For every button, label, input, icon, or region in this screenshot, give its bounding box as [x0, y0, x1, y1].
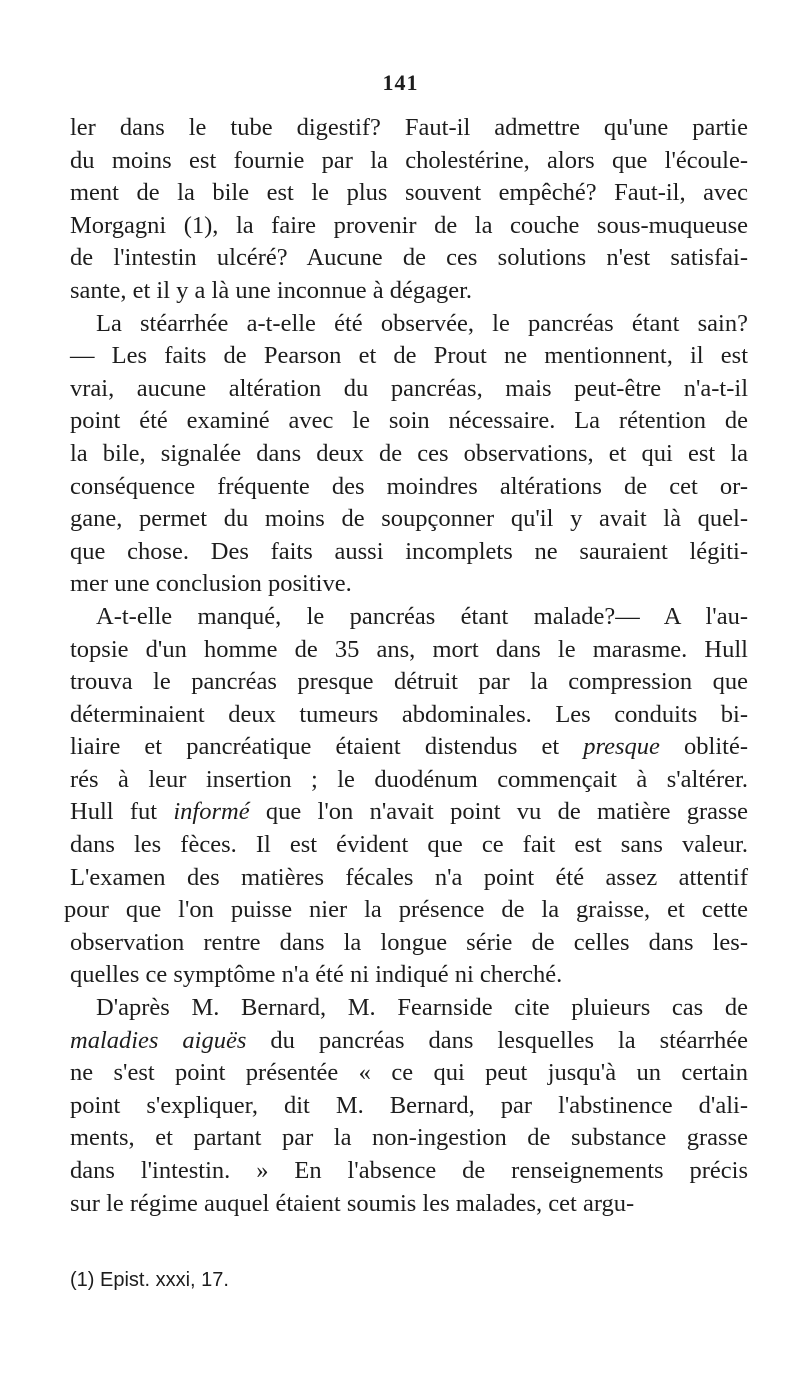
text-segment: Hull fut — [70, 798, 174, 826]
text-segment: sur le régime auquel étaient soumis les malades, cet argu- — [70, 1189, 635, 1217]
text-segment: du pancréas dans lesquelles la stéarrhée — [246, 1026, 748, 1054]
text-line — [70, 536, 748, 569]
text-segment: dans l'intestin. » En l'absence de renseignements précis — [70, 1157, 748, 1184]
text-line — [70, 959, 748, 992]
text-line — [70, 373, 748, 406]
text-line — [70, 1188, 748, 1221]
text-segment: ne s'est point présentée « ce qui peut jusqu'à un certain — [70, 1059, 748, 1087]
text-line — [70, 405, 748, 438]
text-line — [70, 568, 748, 601]
text-line — [70, 1122, 748, 1155]
text-segment: ler dans le tube digestif? Faut-il admettre qu'une partie — [70, 114, 748, 141]
text-line — [70, 666, 748, 699]
text-line — [70, 634, 748, 667]
text-segment: gane, permet du moins de soupçonner qu'il y avait là quel- — [70, 505, 748, 533]
text-line — [70, 796, 748, 829]
text-segment: — Les faits de Pearson et de Prout ne mentionnent, il est — [70, 342, 748, 370]
text-segment: oblité- — [659, 733, 748, 761]
text-segment: L'examen des matières fécales n'a point été assez attentif — [70, 863, 748, 891]
text-line — [70, 1025, 748, 1058]
text-segment: de l'intestin ulcéré? Aucune de ces solutions n'est satisfai- — [70, 244, 748, 272]
text-segment: la bile, signalée dans deux de ces observations, et qui est la — [70, 439, 748, 467]
text-line — [70, 1057, 748, 1090]
italic-text: informé — [173, 798, 250, 826]
text-line — [70, 308, 748, 341]
text-line — [70, 731, 748, 764]
text-segment: observation rentre dans la longue série de celles dans les- — [70, 928, 748, 956]
text-segment: mer une conclusion positive. — [70, 570, 352, 598]
italic-text: presque — [583, 733, 660, 761]
text-segment: rés à leur insertion ; le duodénum commençait à s'altérer. — [70, 765, 748, 793]
text-segment: vrai, aucune altération du pancréas, mais peut-être n'a-t-il — [70, 374, 748, 402]
text-segment: La stéarrhée a-t-elle été observée, le pancréas étant sain? — [96, 309, 748, 337]
text-line — [70, 275, 748, 308]
text-line — [70, 927, 748, 960]
italic-text: maladies aiguës — [70, 1026, 247, 1054]
text-segment: déterminaient deux tumeurs abdominales. Les conduits bi- — [70, 700, 748, 728]
text-line — [70, 862, 748, 895]
text-segment: que l'on n'avait point vu de matière grasse — [249, 798, 748, 826]
text-segment: trouva le pancréas presque détruit par la compression que — [70, 668, 748, 696]
text-line — [70, 992, 748, 1025]
text-segment: conséquence fréquente des moindres altérations de cet or- — [70, 472, 748, 500]
text-segment: A-t-elle manqué, le pancréas étant malade?— A l'au- — [96, 602, 748, 630]
text-segment: topsie d'un homme de 35 ans, mort dans le marasme. Hull — [70, 635, 748, 663]
text-line — [70, 601, 748, 634]
page-number: 141 — [382, 70, 419, 95]
footnote: (1) Epist. xxxi, 17. — [70, 1269, 229, 1291]
body-text — [64, 112, 748, 1220]
text-line — [70, 829, 748, 862]
text-segment: point été examiné avec le soin nécessaire. La rétention de — [70, 407, 748, 435]
text-line — [70, 471, 748, 504]
text-line — [70, 1155, 748, 1188]
text-line — [70, 699, 748, 732]
text-line — [64, 894, 748, 927]
text-segment: ment de la bile est le plus souvent empêché? Faut-il, avec — [70, 179, 748, 207]
text-segment: que chose. Des faits aussi incomplets ne sauraient légiti- — [70, 537, 748, 565]
text-line — [70, 438, 748, 471]
text-line — [70, 177, 748, 210]
text-line — [70, 503, 748, 536]
text-segment: D'après M. Bernard, M. Fearnside cite pluieurs cas de — [96, 994, 748, 1022]
text-segment: sante, et il y a là une inconnue à dégager. — [70, 276, 473, 304]
text-line — [70, 340, 748, 373]
text-line — [70, 145, 748, 178]
text-line — [70, 112, 748, 145]
text-segment: dans les fèces. Il est évident que ce fait est sans valeur. — [70, 831, 748, 859]
text-segment: Morgagni (1), la faire provenir de la couche sous-muqueuse — [70, 211, 748, 239]
text-segment: ments, et partant par la non-ingestion de substance grasse — [70, 1124, 748, 1152]
text-line — [70, 764, 748, 797]
text-segment: pour que l'on puisse nier la présence de la graisse, et cette — [64, 896, 748, 924]
text-segment: du moins est fournie par la cholestérine, alors que l'écoule- — [70, 146, 748, 174]
text-segment: quelles ce symptôme n'a été ni indiqué ni cherché. — [70, 961, 563, 989]
text-line — [70, 210, 748, 243]
text-line — [70, 1090, 748, 1123]
text-segment: liaire et pancréatique étaient distendus et — [70, 733, 584, 761]
text-line — [70, 242, 748, 275]
text-segment: point s'expliquer, dit M. Bernard, par l'abstinence d'ali- — [70, 1091, 748, 1119]
